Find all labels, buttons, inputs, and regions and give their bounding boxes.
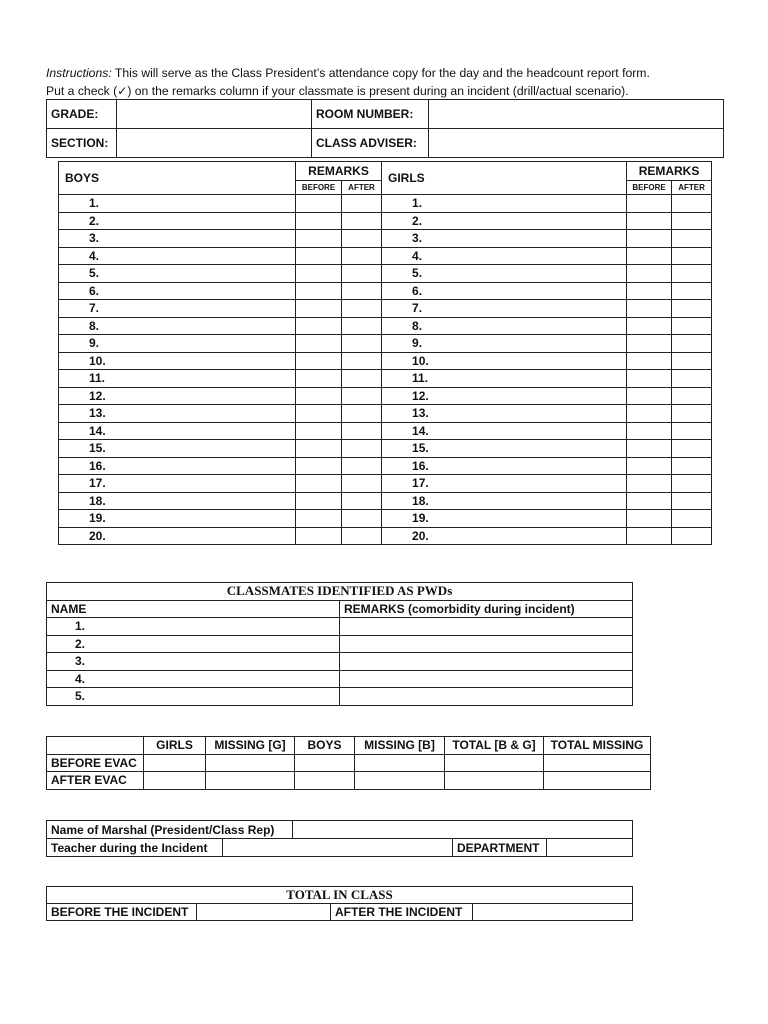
boy-after-checkbox[interactable] xyxy=(342,457,382,475)
boy-number: 12. xyxy=(89,388,106,403)
boy-name-cell[interactable] xyxy=(59,510,296,528)
girl-before-checkbox[interactable] xyxy=(627,265,672,283)
boy-after-checkbox[interactable] xyxy=(342,475,382,493)
boy-name-cell[interactable] xyxy=(59,457,296,475)
name-of-marshal-field[interactable] xyxy=(293,821,633,839)
girl-name-cell[interactable] xyxy=(382,265,627,283)
boy-name-cell[interactable] xyxy=(59,492,296,510)
before-incident-field[interactable] xyxy=(197,904,331,921)
summary-value-cell[interactable] xyxy=(355,754,445,772)
boy-before-checkbox[interactable] xyxy=(296,405,342,423)
boy-name-cell[interactable] xyxy=(59,212,296,230)
name-of-marshal-label: Name of Marshal (President/Class Rep) xyxy=(47,821,293,839)
girl-name-cell[interactable] xyxy=(382,387,627,405)
girl-name-cell[interactable] xyxy=(382,335,627,353)
boy-after-checkbox[interactable] xyxy=(342,422,382,440)
pwd-title: CLASSMATES IDENTIFIED AS PWDs xyxy=(47,583,633,601)
boy-name-cell[interactable] xyxy=(59,405,296,423)
pwd-remarks-cell[interactable] xyxy=(340,670,633,688)
boy-number: 9. xyxy=(89,336,100,351)
boy-before-checkbox[interactable] xyxy=(296,230,342,248)
boy-name-cell[interactable] xyxy=(59,300,296,318)
girl-name-cell[interactable] xyxy=(382,247,627,265)
girl-number: 19. xyxy=(412,511,429,526)
class-adviser-label: CLASS ADVISER: xyxy=(312,129,429,158)
pwd-number: 3. xyxy=(75,654,86,669)
roster-row xyxy=(59,387,712,405)
pwd-row xyxy=(47,688,633,706)
summary-column-header: TOTAL MISSING xyxy=(544,737,651,755)
girl-after-checkbox[interactable] xyxy=(672,335,712,353)
boy-before-checkbox[interactable] xyxy=(296,527,342,545)
boy-before-checkbox[interactable] xyxy=(296,247,342,265)
girl-after-checkbox[interactable] xyxy=(672,247,712,265)
pwd-number: 2. xyxy=(75,636,86,651)
boy-name-cell[interactable] xyxy=(59,475,296,493)
summary-value-cell[interactable] xyxy=(144,754,206,772)
boy-number: 6. xyxy=(89,283,100,298)
roster-row xyxy=(59,422,712,440)
girl-after-checkbox[interactable] xyxy=(672,475,712,493)
room-number-field[interactable] xyxy=(429,100,724,129)
boy-number: 10. xyxy=(89,353,106,368)
girl-number: 4. xyxy=(412,248,423,263)
pwd-remarks-cell[interactable] xyxy=(340,653,633,671)
boy-after-checkbox[interactable] xyxy=(342,352,382,370)
boy-number: 18. xyxy=(89,493,106,508)
pwd-remarks-cell[interactable] xyxy=(340,688,633,706)
boys-after-header: AFTER xyxy=(342,181,382,195)
boy-before-checkbox[interactable] xyxy=(296,510,342,528)
pwd-table xyxy=(46,582,633,706)
boy-name-cell[interactable] xyxy=(59,317,296,335)
summary-row xyxy=(47,772,651,790)
boy-number: 2. xyxy=(89,213,100,228)
roster-row xyxy=(59,335,712,353)
boy-before-checkbox[interactable] xyxy=(296,492,342,510)
boy-number: 8. xyxy=(89,318,100,333)
girl-name-cell[interactable] xyxy=(382,282,627,300)
after-incident-field[interactable] xyxy=(473,904,633,921)
boy-number: 1. xyxy=(89,196,100,211)
girl-after-checkbox[interactable] xyxy=(672,510,712,528)
girl-name-cell[interactable] xyxy=(382,440,627,458)
girl-after-checkbox[interactable] xyxy=(672,405,712,423)
pwd-number: 4. xyxy=(75,671,86,686)
before-incident-label: BEFORE THE INCIDENT xyxy=(47,904,197,921)
grade-label: GRADE: xyxy=(47,100,117,129)
boy-before-checkbox[interactable] xyxy=(296,387,342,405)
girl-before-checkbox[interactable] xyxy=(627,440,672,458)
boys-remarks-header: REMARKS xyxy=(296,162,382,181)
girl-name-cell[interactable] xyxy=(382,300,627,318)
girl-name-cell[interactable] xyxy=(382,510,627,528)
boy-name-cell[interactable] xyxy=(59,195,296,213)
boy-number: 15. xyxy=(89,441,106,456)
summary-column-header: GIRLS xyxy=(144,737,206,755)
boy-name-cell[interactable] xyxy=(59,422,296,440)
girl-number: 2. xyxy=(412,213,423,228)
boy-before-checkbox[interactable] xyxy=(296,352,342,370)
boy-before-checkbox[interactable] xyxy=(296,457,342,475)
girl-before-checkbox[interactable] xyxy=(627,492,672,510)
boy-after-checkbox[interactable] xyxy=(342,230,382,248)
section-label: SECTION: xyxy=(47,129,117,158)
pwd-number: 5. xyxy=(75,689,86,704)
summary-column-header: BOYS xyxy=(295,737,355,755)
pwd-row xyxy=(47,618,633,636)
boy-before-checkbox[interactable] xyxy=(296,195,342,213)
girl-before-checkbox[interactable] xyxy=(627,387,672,405)
evacuation-summary-table xyxy=(46,736,651,790)
teacher-label: Teacher during the Incident xyxy=(47,839,223,857)
girl-before-checkbox[interactable] xyxy=(627,212,672,230)
summary-column-header: MISSING [B] xyxy=(355,737,445,755)
boy-before-checkbox[interactable] xyxy=(296,282,342,300)
boy-name-cell[interactable] xyxy=(59,230,296,248)
boy-name-cell[interactable] xyxy=(59,247,296,265)
girl-name-cell[interactable] xyxy=(382,212,627,230)
roster-row xyxy=(59,475,712,493)
girl-before-checkbox[interactable] xyxy=(627,422,672,440)
pwd-row xyxy=(47,653,633,671)
boy-number: 7. xyxy=(89,301,100,316)
boy-before-checkbox[interactable] xyxy=(296,370,342,388)
summary-value-cell[interactable] xyxy=(295,772,355,790)
girl-name-cell[interactable] xyxy=(382,422,627,440)
boy-after-checkbox[interactable] xyxy=(342,510,382,528)
girl-number: 3. xyxy=(412,231,423,246)
girls-header: GIRLS xyxy=(382,162,627,195)
girl-name-cell[interactable] xyxy=(382,370,627,388)
boy-number: 3. xyxy=(89,231,100,246)
girl-before-checkbox[interactable] xyxy=(627,282,672,300)
department-label: DEPARTMENT xyxy=(453,839,547,857)
girl-name-cell[interactable] xyxy=(382,195,627,213)
boy-before-checkbox[interactable] xyxy=(296,212,342,230)
after-incident-label: AFTER THE INCIDENT xyxy=(331,904,473,921)
roster-row xyxy=(59,212,712,230)
girl-before-checkbox[interactable] xyxy=(627,527,672,545)
roster-row xyxy=(59,317,712,335)
girls-before-header: BEFORE xyxy=(627,181,672,195)
boy-before-checkbox[interactable] xyxy=(296,335,342,353)
pwd-name-header: NAME xyxy=(47,600,340,618)
total-in-class-table xyxy=(46,886,633,921)
boy-after-checkbox[interactable] xyxy=(342,335,382,353)
pwd-remarks-cell[interactable] xyxy=(340,618,633,636)
roster-row xyxy=(59,405,712,423)
girl-before-checkbox[interactable] xyxy=(627,317,672,335)
girl-after-checkbox[interactable] xyxy=(672,387,712,405)
boy-after-checkbox[interactable] xyxy=(342,405,382,423)
boy-number: 11. xyxy=(89,371,106,386)
boy-after-checkbox[interactable] xyxy=(342,282,382,300)
summary-row xyxy=(47,754,651,772)
girl-name-cell[interactable] xyxy=(382,492,627,510)
boy-after-checkbox[interactable] xyxy=(342,527,382,545)
summary-value-cell[interactable] xyxy=(206,772,295,790)
girl-number: 7. xyxy=(412,301,423,316)
boy-name-cell[interactable] xyxy=(59,265,296,283)
roster-row xyxy=(59,282,712,300)
roster-row xyxy=(59,230,712,248)
girl-after-checkbox[interactable] xyxy=(672,457,712,475)
girl-after-checkbox[interactable] xyxy=(672,527,712,545)
girl-name-cell[interactable] xyxy=(382,457,627,475)
roster-row xyxy=(59,265,712,283)
boy-number: 20. xyxy=(89,528,106,543)
girl-before-checkbox[interactable] xyxy=(627,457,672,475)
roster-row xyxy=(59,510,712,528)
summary-column-header: TOTAL [B & G] xyxy=(445,737,544,755)
pwd-name-cell[interactable] xyxy=(47,653,340,671)
marshal-table xyxy=(46,820,633,857)
room-number-label: ROOM NUMBER: xyxy=(312,100,429,129)
grade-field[interactable] xyxy=(117,100,312,129)
boy-before-checkbox[interactable] xyxy=(296,440,342,458)
roster-row xyxy=(59,440,712,458)
department-field[interactable] xyxy=(547,839,633,857)
pwd-name-cell[interactable] xyxy=(47,670,340,688)
boy-name-cell[interactable] xyxy=(59,440,296,458)
boy-name-cell[interactable] xyxy=(59,352,296,370)
boy-name-cell[interactable] xyxy=(59,527,296,545)
boy-number: 17. xyxy=(89,476,106,491)
pwd-row xyxy=(47,670,633,688)
roster-row xyxy=(59,247,712,265)
boy-number: 4. xyxy=(89,248,100,263)
girl-after-checkbox[interactable] xyxy=(672,195,712,213)
girl-after-checkbox[interactable] xyxy=(672,492,712,510)
section-field[interactable] xyxy=(117,129,312,158)
boy-number: 19. xyxy=(89,511,106,526)
teacher-field[interactable] xyxy=(223,839,453,857)
girl-name-cell[interactable] xyxy=(382,352,627,370)
girl-before-checkbox[interactable] xyxy=(627,475,672,493)
roster-row xyxy=(59,457,712,475)
boy-after-checkbox[interactable] xyxy=(342,265,382,283)
summary-value-cell[interactable] xyxy=(355,772,445,790)
pwd-number: 1. xyxy=(75,619,86,634)
attendance-roster-table xyxy=(58,161,712,545)
summary-column-header: MISSING [G] xyxy=(206,737,295,755)
roster-row xyxy=(59,195,712,213)
girl-before-checkbox[interactable] xyxy=(627,247,672,265)
boy-before-checkbox[interactable] xyxy=(296,300,342,318)
girl-number: 15. xyxy=(412,441,429,456)
pwd-name-cell[interactable] xyxy=(47,635,340,653)
boys-header: BOYS xyxy=(59,162,296,195)
boy-number: 5. xyxy=(89,266,100,281)
girl-after-checkbox[interactable] xyxy=(672,300,712,318)
girl-name-cell[interactable] xyxy=(382,527,627,545)
summary-value-cell[interactable] xyxy=(295,754,355,772)
girl-name-cell[interactable] xyxy=(382,317,627,335)
girl-number: 1. xyxy=(412,196,423,211)
girl-number: 18. xyxy=(412,493,429,508)
girl-after-checkbox[interactable] xyxy=(672,422,712,440)
class-info-table xyxy=(46,99,724,158)
girl-after-checkbox[interactable] xyxy=(672,440,712,458)
girl-number: 5. xyxy=(412,266,423,281)
pwd-name-cell[interactable] xyxy=(47,618,340,636)
girl-name-cell[interactable] xyxy=(382,405,627,423)
boys-before-header: BEFORE xyxy=(296,181,342,195)
boy-after-checkbox[interactable] xyxy=(342,212,382,230)
summary-corner xyxy=(47,737,144,755)
pwd-row xyxy=(47,635,633,653)
girl-number: 16. xyxy=(412,458,429,473)
girl-after-checkbox[interactable] xyxy=(672,265,712,283)
boy-after-checkbox[interactable] xyxy=(342,387,382,405)
girl-before-checkbox[interactable] xyxy=(627,370,672,388)
girl-after-checkbox[interactable] xyxy=(672,352,712,370)
boy-after-checkbox[interactable] xyxy=(342,300,382,318)
roster-row xyxy=(59,370,712,388)
boy-name-cell[interactable] xyxy=(59,387,296,405)
boy-after-checkbox[interactable] xyxy=(342,440,382,458)
girl-before-checkbox[interactable] xyxy=(627,335,672,353)
instructions-line-1: Instructions: This will serve as the Class President’s attendance copy for the day and the headcount report form. xyxy=(46,66,650,80)
girl-number: 13. xyxy=(412,406,429,421)
girls-after-header: AFTER xyxy=(672,181,712,195)
girl-after-checkbox[interactable] xyxy=(672,317,712,335)
girl-after-checkbox[interactable] xyxy=(672,370,712,388)
roster-row xyxy=(59,492,712,510)
summary-value-cell[interactable] xyxy=(445,772,544,790)
girl-name-cell[interactable] xyxy=(382,230,627,248)
roster-row xyxy=(59,352,712,370)
girl-before-checkbox[interactable] xyxy=(627,405,672,423)
summary-row-label: AFTER EVAC xyxy=(47,772,144,790)
girl-number: 20. xyxy=(412,528,429,543)
roster-row xyxy=(59,300,712,318)
summary-value-cell[interactable] xyxy=(206,754,295,772)
girl-number: 9. xyxy=(412,336,423,351)
pwd-name-cell[interactable] xyxy=(47,688,340,706)
boy-number: 14. xyxy=(89,423,106,438)
girl-before-checkbox[interactable] xyxy=(627,230,672,248)
summary-value-cell[interactable] xyxy=(144,772,206,790)
girl-number: 17. xyxy=(412,476,429,491)
girl-before-checkbox[interactable] xyxy=(627,300,672,318)
summary-row-label: BEFORE EVAC xyxy=(47,754,144,772)
boy-number: 13. xyxy=(89,406,106,421)
pwd-remarks-header: REMARKS (comorbidity during incident) xyxy=(340,600,633,618)
boy-before-checkbox[interactable] xyxy=(296,422,342,440)
boy-name-cell[interactable] xyxy=(59,282,296,300)
girl-after-checkbox[interactable] xyxy=(672,230,712,248)
girl-before-checkbox[interactable] xyxy=(627,195,672,213)
pwd-remarks-cell[interactable] xyxy=(340,635,633,653)
roster-row xyxy=(59,527,712,545)
boy-before-checkbox[interactable] xyxy=(296,317,342,335)
girl-after-checkbox[interactable] xyxy=(672,212,712,230)
girl-number: 10. xyxy=(412,353,429,368)
instructions xyxy=(46,64,736,100)
girl-number: 12. xyxy=(412,388,429,403)
girl-after-checkbox[interactable] xyxy=(672,282,712,300)
girl-number: 6. xyxy=(412,283,423,298)
boy-after-checkbox[interactable] xyxy=(342,370,382,388)
girl-number: 11. xyxy=(412,371,429,386)
boy-after-checkbox[interactable] xyxy=(342,195,382,213)
boy-before-checkbox[interactable] xyxy=(296,475,342,493)
girl-name-cell[interactable] xyxy=(382,475,627,493)
girl-number: 14. xyxy=(412,423,429,438)
boy-number: 16. xyxy=(89,458,106,473)
girl-number: 8. xyxy=(412,318,423,333)
girl-before-checkbox[interactable] xyxy=(627,352,672,370)
total-in-class-title: TOTAL IN CLASS xyxy=(47,887,633,904)
summary-value-cell[interactable] xyxy=(544,772,651,790)
instructions-label: Instructions: xyxy=(46,66,112,80)
summary-value-cell[interactable] xyxy=(445,754,544,772)
class-adviser-field[interactable] xyxy=(429,129,724,158)
boy-name-cell[interactable] xyxy=(59,335,296,353)
girls-remarks-header: REMARKS xyxy=(627,162,712,181)
boy-after-checkbox[interactable] xyxy=(342,317,382,335)
instructions-line-2: Put a check (✓) on the remarks column if your classmate is present during an incident (drill/actual scenario). xyxy=(46,84,629,98)
summary-value-cell[interactable] xyxy=(544,754,651,772)
girl-before-checkbox[interactable] xyxy=(627,510,672,528)
boy-after-checkbox[interactable] xyxy=(342,492,382,510)
boy-name-cell[interactable] xyxy=(59,370,296,388)
boy-after-checkbox[interactable] xyxy=(342,247,382,265)
boy-before-checkbox[interactable] xyxy=(296,265,342,283)
